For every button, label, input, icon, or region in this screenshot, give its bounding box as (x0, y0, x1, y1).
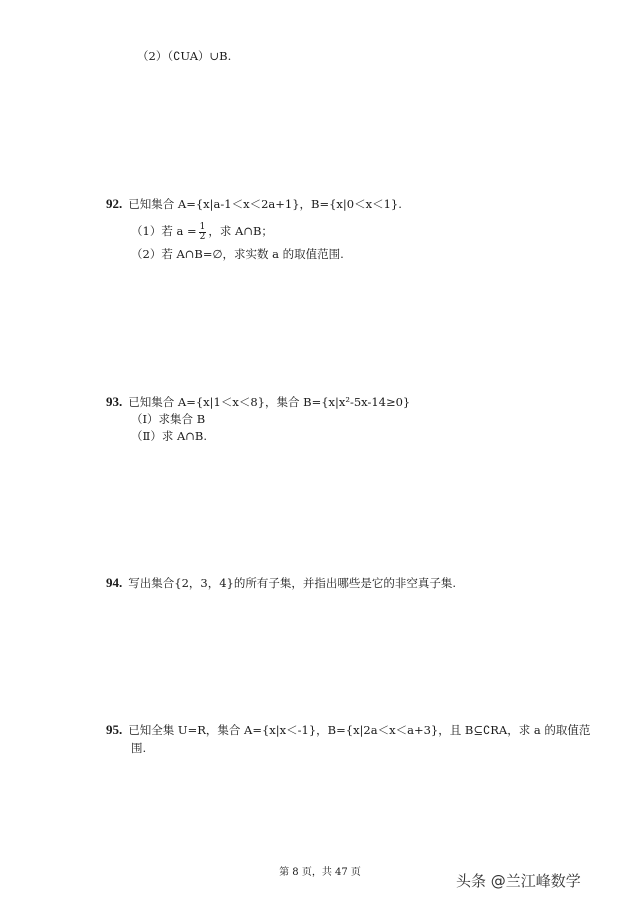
prev-question-part2: （2）（∁UA）∪B. (137, 49, 232, 63)
question-93-part1: （Ⅰ）求集合 B (131, 412, 206, 426)
question-text: 已知集合 A={x|a-1＜x＜2a+1}，B={x|0＜x＜1}. (128, 197, 402, 211)
watermark: 头条 @兰江峰数学 (456, 872, 581, 890)
question-95-stem (106, 722, 590, 738)
question-text: 已知集合 A={x|1＜x＜8}，集合 B={x|x²-5x-14≥0} (128, 395, 411, 409)
question-number: 93. (106, 394, 123, 409)
question-92-part2: （2）若 A∩B=∅，求实数 a 的取值范围. (131, 247, 344, 261)
question-94-stem (106, 575, 456, 591)
question-number: 92. (106, 196, 123, 211)
question-number: 94. (106, 575, 123, 590)
question-92-stem (106, 196, 402, 212)
question-93-stem (106, 394, 410, 410)
question-93-part2: （Ⅱ）求 A∩B. (131, 429, 208, 443)
question-number: 95. (106, 722, 123, 737)
page-number: 第 8 页，共 47 页 (279, 867, 361, 878)
question-text: 已知全集 U=R，集合 A={x|x＜-1}，B={x|2a＜x＜a+3}，且 B⊆∁RA，求 a 的取值范 (128, 723, 591, 737)
fraction: $\frac{1}{2}$ (199, 221, 206, 242)
question-95-stem-continued: 围. (131, 741, 147, 755)
question-text: 写出集合{2，3，4}的所有子集，并指出哪些是它的非空真子集. (128, 576, 456, 590)
question-92-part1: （1）若 a = $\frac{1}{2}$ ，求 A∩B； (131, 221, 273, 242)
